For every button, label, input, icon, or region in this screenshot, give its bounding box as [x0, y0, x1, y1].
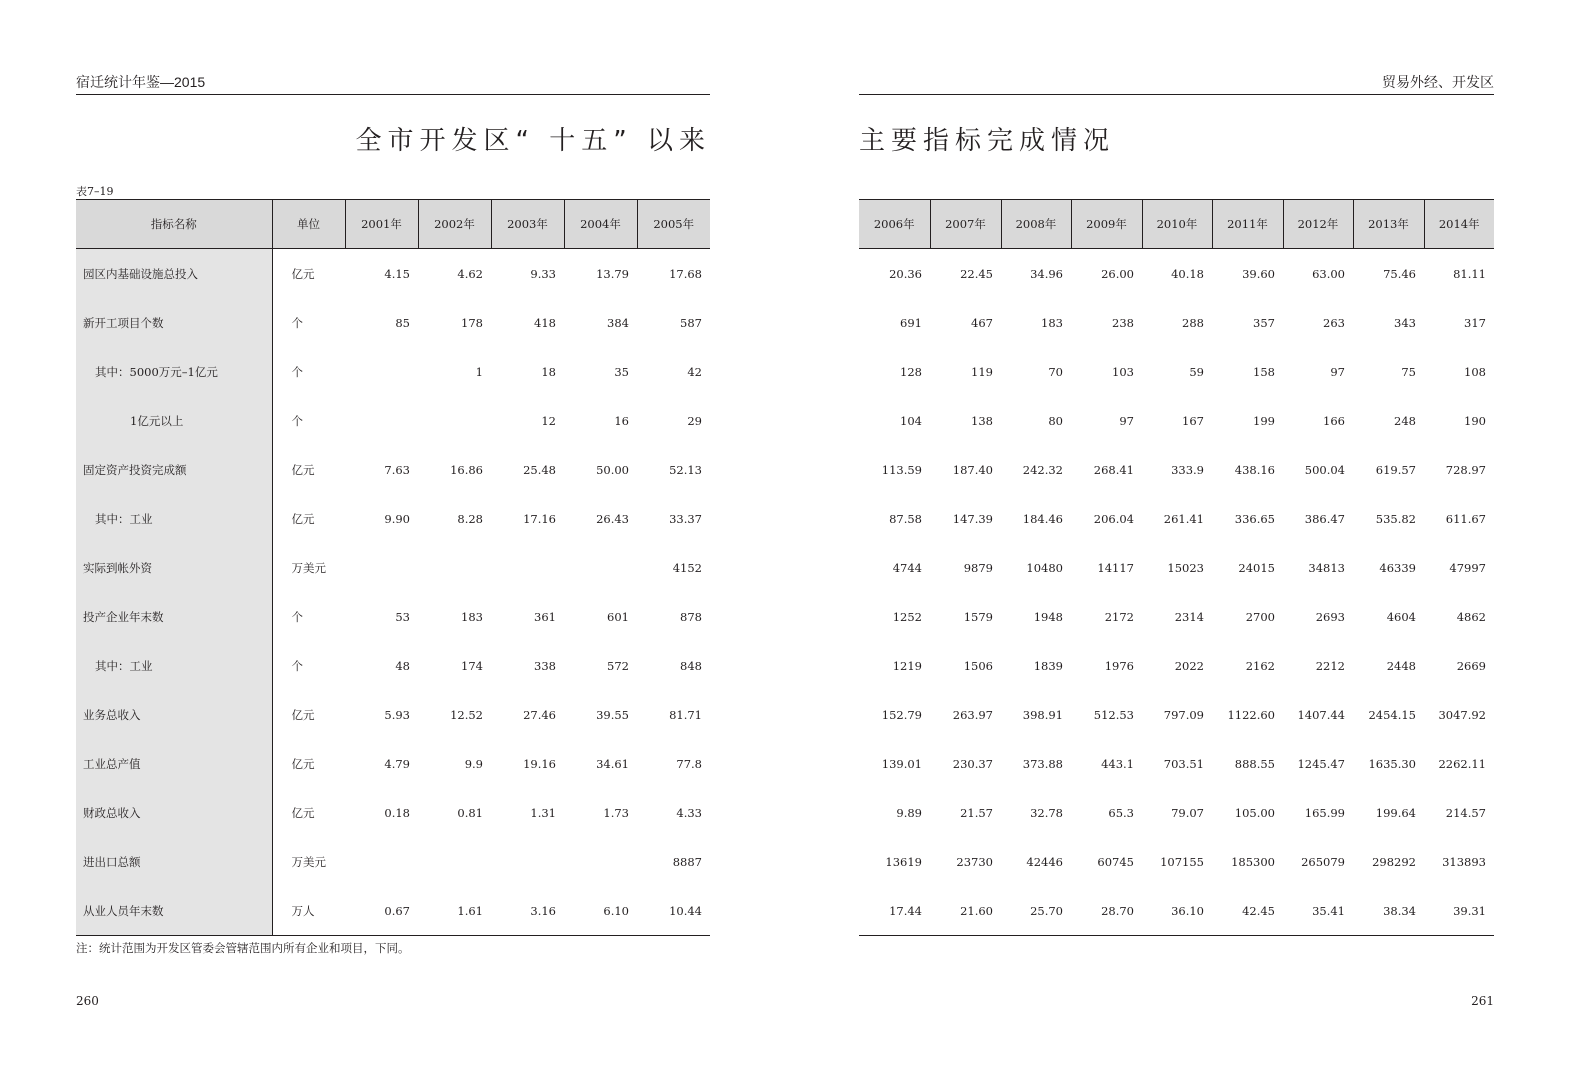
value-cell: 38.34	[1353, 886, 1424, 936]
value-cell	[491, 543, 564, 592]
table-row	[859, 543, 1494, 592]
indicator-name: 园区内基础设施总投入	[76, 249, 272, 299]
value-cell: 15023	[1167, 560, 1204, 575]
header-year: 2011年	[1212, 200, 1283, 249]
header-unit: 单位	[272, 200, 345, 249]
table-row	[76, 298, 710, 347]
value-cell: 16.86	[450, 462, 483, 477]
value-cell: 2693	[1315, 609, 1345, 624]
value-cell: 438.16	[1234, 462, 1275, 477]
value-cell: 39.60	[1242, 266, 1275, 281]
value-cell: 105.00	[1234, 805, 1275, 820]
indicator-name: 业务总收入	[76, 690, 272, 739]
value-cell: 9.33	[530, 266, 556, 281]
value-cell: 16	[614, 413, 629, 428]
value-cell: 10.44	[637, 886, 710, 936]
value-cell: 7.63	[384, 462, 410, 477]
value-cell: 6.10	[564, 886, 637, 936]
value-cell: 108	[1464, 364, 1486, 379]
value-cell: 18	[541, 364, 556, 379]
value-cell	[345, 396, 418, 445]
indicator-name: 从业人员年末数	[76, 886, 272, 936]
table-row	[859, 690, 1494, 739]
value-cell: 40.18	[1171, 266, 1204, 281]
value-cell: 336.65	[1234, 511, 1275, 526]
indicator-name: 新开工项目个数	[76, 298, 272, 347]
value-cell: 53	[395, 609, 410, 624]
indicator-table-left	[76, 199, 710, 936]
value-cell: 384	[607, 315, 629, 330]
value-cell: 1.31	[530, 805, 556, 820]
table-number: 表7–19	[76, 185, 114, 198]
value-cell: 9.89	[896, 805, 922, 820]
indicator-name: 财政总收入	[76, 788, 272, 837]
value-cell: 87.58	[889, 511, 922, 526]
value-cell: 797.09	[1163, 707, 1204, 722]
table-row	[76, 886, 710, 936]
value-cell: 1506	[963, 658, 993, 673]
header-year: 2013年	[1353, 200, 1424, 249]
value-cell: 138	[971, 413, 993, 428]
table-row	[76, 739, 710, 788]
value-cell: 21.60	[930, 886, 1001, 936]
right-page	[793, 0, 1587, 1077]
value-cell: 467	[971, 315, 993, 330]
header-rule	[859, 94, 1494, 95]
value-cell: 17.16	[523, 511, 556, 526]
header-year: 2009年	[1071, 200, 1142, 249]
value-cell: 2022	[1174, 658, 1204, 673]
value-cell: 97	[1330, 364, 1345, 379]
value-cell: 1635.30	[1368, 756, 1416, 771]
value-cell: 24015	[1238, 560, 1275, 575]
value-cell: 178	[461, 315, 483, 330]
value-cell: 500.04	[1304, 462, 1345, 477]
value-cell: 4.15	[384, 266, 410, 281]
table-header-row	[859, 200, 1494, 249]
table-row	[76, 592, 710, 641]
value-cell: 848	[680, 658, 702, 673]
value-cell: 8.28	[457, 511, 483, 526]
value-cell: 1839	[1033, 658, 1063, 673]
unit-cell: 亿元	[291, 805, 315, 820]
header-year: 2012年	[1283, 200, 1353, 249]
value-cell: 107155	[1160, 854, 1204, 869]
value-cell: 166	[1323, 413, 1345, 428]
value-cell: 4862	[1456, 609, 1486, 624]
unit-cell: 个	[291, 364, 303, 379]
value-cell: 128	[900, 364, 922, 379]
table-row	[859, 788, 1494, 837]
value-cell: 42	[687, 364, 702, 379]
value-cell: 46339	[1379, 560, 1416, 575]
unit-cell: 个	[291, 609, 303, 624]
page-number: 260	[76, 994, 99, 1008]
value-cell: 333.9	[1171, 462, 1204, 477]
table-row	[76, 837, 710, 886]
value-cell: 42446	[1026, 854, 1063, 869]
value-cell: 9.90	[384, 511, 410, 526]
header-year: 2006年	[859, 200, 930, 249]
value-cell: 261.41	[1163, 511, 1204, 526]
value-cell: 184.46	[1022, 511, 1063, 526]
value-cell: 338	[534, 658, 556, 673]
value-cell: 26.43	[596, 511, 629, 526]
table-row	[76, 543, 710, 592]
table-row	[859, 396, 1494, 445]
value-cell: 361	[534, 609, 556, 624]
value-cell: 4152	[672, 560, 702, 575]
value-cell: 12	[541, 413, 556, 428]
value-cell: 238	[1112, 315, 1134, 330]
value-cell: 878	[680, 609, 702, 624]
value-cell: 691	[900, 315, 922, 330]
value-cell: 77.8	[676, 756, 702, 771]
value-cell: 512.53	[1093, 707, 1134, 722]
value-cell: 2669	[1456, 658, 1486, 673]
value-cell: 398.91	[1022, 707, 1063, 722]
running-head: 贸易外经、开发区	[1382, 74, 1494, 90]
header-year: 2014年	[1424, 200, 1494, 249]
table-row	[859, 837, 1494, 886]
table-row	[859, 641, 1494, 690]
value-cell	[418, 837, 491, 886]
value-cell: 8887	[672, 854, 702, 869]
left-page	[0, 0, 793, 1077]
value-cell: 113.59	[881, 462, 922, 477]
value-cell: 9.9	[464, 756, 483, 771]
value-cell: 158	[1253, 364, 1275, 379]
value-cell: 1976	[1104, 658, 1134, 673]
value-cell: 48	[395, 658, 410, 673]
value-cell: 25.70	[1001, 886, 1071, 936]
value-cell	[564, 837, 637, 886]
value-cell: 2212	[1315, 658, 1345, 673]
value-cell: 572	[607, 658, 629, 673]
value-cell: 230.37	[952, 756, 993, 771]
value-cell: 535.82	[1375, 511, 1416, 526]
value-cell: 601	[607, 609, 629, 624]
value-cell: 2314	[1174, 609, 1204, 624]
value-cell: 103	[1112, 364, 1134, 379]
value-cell: 703.51	[1163, 756, 1204, 771]
value-cell: 75.46	[1383, 266, 1416, 281]
value-cell: 1122.60	[1227, 707, 1275, 722]
value-cell	[345, 837, 418, 886]
value-cell: 373.88	[1022, 756, 1063, 771]
header-year: 2007年	[930, 200, 1001, 249]
value-cell: 27.46	[523, 707, 556, 722]
value-cell: 36.10	[1142, 886, 1212, 936]
table-row	[859, 249, 1494, 299]
value-cell: 611.67	[1445, 511, 1486, 526]
value-cell: 33.37	[669, 511, 702, 526]
unit-cell: 亿元	[291, 462, 315, 477]
value-cell: 2162	[1245, 658, 1275, 673]
value-cell: 47997	[1449, 560, 1486, 575]
unit-cell: 个	[291, 315, 303, 330]
value-cell: 4.62	[457, 266, 483, 281]
value-cell: 214.57	[1445, 805, 1486, 820]
value-cell: 12.52	[450, 707, 483, 722]
value-cell: 81.11	[1453, 266, 1486, 281]
value-cell: 60745	[1097, 854, 1134, 869]
value-cell: 4.33	[676, 805, 702, 820]
value-cell: 343	[1394, 315, 1416, 330]
header-indicator-name: 指标名称	[76, 200, 272, 249]
value-cell: 587	[680, 315, 702, 330]
value-cell: 1.73	[603, 805, 629, 820]
indicator-name: 实际到帐外资	[76, 543, 272, 592]
value-cell: 265079	[1301, 854, 1345, 869]
value-cell: 59	[1189, 364, 1204, 379]
value-cell: 85	[395, 315, 410, 330]
value-cell: 619.57	[1375, 462, 1416, 477]
value-cell: 313893	[1442, 854, 1486, 869]
indicator-name: 工业总产值	[76, 739, 272, 788]
value-cell: 65.3	[1108, 805, 1134, 820]
value-cell: 2172	[1104, 609, 1134, 624]
header-year: 2003年	[491, 200, 564, 249]
value-cell: 2262.11	[1438, 756, 1486, 771]
value-cell: 2700	[1245, 609, 1275, 624]
value-cell	[418, 543, 491, 592]
unit-cell: 亿元	[291, 756, 315, 771]
table-title-right: 主要指标完成情况	[859, 126, 1116, 156]
header-rule	[76, 94, 710, 95]
value-cell: 185300	[1231, 854, 1275, 869]
value-cell: 52.13	[669, 462, 702, 477]
value-cell: 23730	[956, 854, 993, 869]
value-cell: 288	[1182, 315, 1204, 330]
value-cell: 317	[1464, 315, 1486, 330]
value-cell	[564, 543, 637, 592]
value-cell: 1579	[963, 609, 993, 624]
table-row	[859, 886, 1494, 936]
value-cell: 104	[900, 413, 922, 428]
value-cell: 39.55	[596, 707, 629, 722]
value-cell: 263	[1323, 315, 1345, 330]
value-cell: 3.16	[491, 886, 564, 936]
table-row	[859, 347, 1494, 396]
value-cell: 3047.92	[1438, 707, 1486, 722]
value-cell: 139.01	[881, 756, 922, 771]
unit-cell: 亿元	[291, 266, 315, 281]
value-cell: 418	[534, 315, 556, 330]
value-cell: 32.78	[1030, 805, 1063, 820]
table-title-left: 全市开发区“ 十五” 以来	[355, 126, 711, 156]
value-cell: 1.61	[418, 886, 491, 936]
value-cell: 206.04	[1093, 511, 1134, 526]
value-cell: 17.44	[859, 886, 930, 936]
value-cell: 75	[1401, 364, 1416, 379]
value-cell	[418, 396, 491, 445]
unit-cell: 个	[291, 658, 303, 673]
indicator-name: 其中：工业	[76, 641, 272, 690]
value-cell: 39.31	[1424, 886, 1494, 936]
value-cell: 97	[1119, 413, 1134, 428]
value-cell: 183	[461, 609, 483, 624]
indicator-name: 其中：5000万元–1亿元	[76, 347, 272, 396]
running-head: 宿迁统计年鉴—2015	[76, 74, 206, 90]
indicator-name: 其中：工业	[76, 494, 272, 543]
value-cell: 50.00	[596, 462, 629, 477]
unit-cell: 万美元	[291, 560, 326, 575]
table-row	[76, 641, 710, 690]
table-row	[859, 494, 1494, 543]
value-cell: 35	[614, 364, 629, 379]
value-cell: 167	[1182, 413, 1204, 428]
value-cell: 183	[1041, 315, 1063, 330]
value-cell: 5.93	[384, 707, 410, 722]
indicator-name: 进出口总额	[76, 837, 272, 886]
header-year: 2002年	[418, 200, 491, 249]
indicator-name: 固定资产投资完成额	[76, 445, 272, 494]
value-cell: 29	[687, 413, 702, 428]
value-cell: 190	[1464, 413, 1486, 428]
value-cell: 1948	[1033, 609, 1063, 624]
value-cell: 42.45	[1212, 886, 1283, 936]
value-cell: 34.96	[1030, 266, 1063, 281]
value-cell: 298292	[1372, 854, 1416, 869]
value-cell: 2448	[1386, 658, 1416, 673]
value-cell: 1245.47	[1297, 756, 1345, 771]
value-cell: 10480	[1026, 560, 1063, 575]
value-cell: 14117	[1097, 560, 1134, 575]
value-cell: 248	[1394, 413, 1416, 428]
value-cell	[345, 347, 418, 396]
value-cell: 0.18	[384, 805, 410, 820]
value-cell	[345, 543, 418, 592]
indicator-table-right	[859, 199, 1494, 936]
value-cell: 34813	[1308, 560, 1345, 575]
value-cell: 80	[1048, 413, 1063, 428]
header-year: 2004年	[564, 200, 637, 249]
header-year: 2005年	[637, 200, 710, 249]
table-row	[76, 494, 710, 543]
table-row	[76, 249, 710, 299]
value-cell: 386.47	[1304, 511, 1345, 526]
value-cell: 1252	[892, 609, 922, 624]
value-cell: 4.79	[384, 756, 410, 771]
value-cell: 28.70	[1071, 886, 1142, 936]
table-note: 注：统计范围为开发区管委会管辖范围内所有企业和项目，下同。	[76, 941, 410, 955]
table-row	[859, 739, 1494, 788]
value-cell: 199	[1253, 413, 1275, 428]
value-cell: 20.36	[889, 266, 922, 281]
value-cell: 70	[1048, 364, 1063, 379]
value-cell: 242.32	[1022, 462, 1063, 477]
indicator-name: 投产企业年末数	[76, 592, 272, 641]
page-number: 261	[1471, 994, 1494, 1008]
value-cell: 9879	[963, 560, 993, 575]
table-row	[76, 396, 710, 445]
value-cell: 4744	[892, 560, 922, 575]
header-year: 2001年	[345, 200, 418, 249]
value-cell: 152.79	[881, 707, 922, 722]
value-cell: 13.79	[596, 266, 629, 281]
indicator-name: 1亿元以上	[76, 396, 272, 445]
table-row	[76, 347, 710, 396]
value-cell: 165.99	[1304, 805, 1345, 820]
value-cell: 19.16	[523, 756, 556, 771]
value-cell: 0.81	[457, 805, 483, 820]
unit-cell: 亿元	[291, 707, 315, 722]
value-cell: 2454.15	[1368, 707, 1416, 722]
value-cell: 1219	[892, 658, 922, 673]
value-cell: 357	[1253, 315, 1275, 330]
value-cell: 22.45	[960, 266, 993, 281]
value-cell: 21.57	[960, 805, 993, 820]
value-cell: 1	[475, 364, 483, 379]
value-cell: 13619	[885, 854, 922, 869]
table-header-row	[76, 200, 710, 249]
table-row	[76, 445, 710, 494]
table-row	[859, 445, 1494, 494]
value-cell: 728.97	[1445, 462, 1486, 477]
unit-cell: 亿元	[291, 511, 315, 526]
value-cell: 81.71	[669, 707, 702, 722]
value-cell: 4604	[1386, 609, 1416, 624]
value-cell: 263.97	[952, 707, 993, 722]
value-cell: 268.41	[1093, 462, 1134, 477]
value-cell: 1407.44	[1297, 707, 1345, 722]
value-cell: 0.67	[345, 886, 418, 936]
table-row	[859, 298, 1494, 347]
value-cell: 35.41	[1283, 886, 1353, 936]
unit-cell: 万美元	[291, 854, 326, 869]
value-cell: 25.48	[523, 462, 556, 477]
value-cell: 187.40	[952, 462, 993, 477]
table-row	[76, 690, 710, 739]
value-cell: 147.39	[952, 511, 993, 526]
value-cell: 443.1	[1101, 756, 1134, 771]
unit-cell: 万人	[272, 886, 345, 936]
value-cell	[491, 837, 564, 886]
value-cell: 26.00	[1101, 266, 1134, 281]
value-cell: 119	[971, 364, 993, 379]
value-cell: 34.61	[596, 756, 629, 771]
table-row	[76, 788, 710, 837]
value-cell: 17.68	[669, 266, 702, 281]
value-cell: 63.00	[1312, 266, 1345, 281]
value-cell: 174	[461, 658, 483, 673]
header-year: 2008年	[1001, 200, 1071, 249]
header-year: 2010年	[1142, 200, 1212, 249]
table-row	[859, 592, 1494, 641]
unit-cell: 个	[291, 413, 303, 428]
value-cell: 199.64	[1375, 805, 1416, 820]
value-cell: 79.07	[1171, 805, 1204, 820]
value-cell: 888.55	[1234, 756, 1275, 771]
